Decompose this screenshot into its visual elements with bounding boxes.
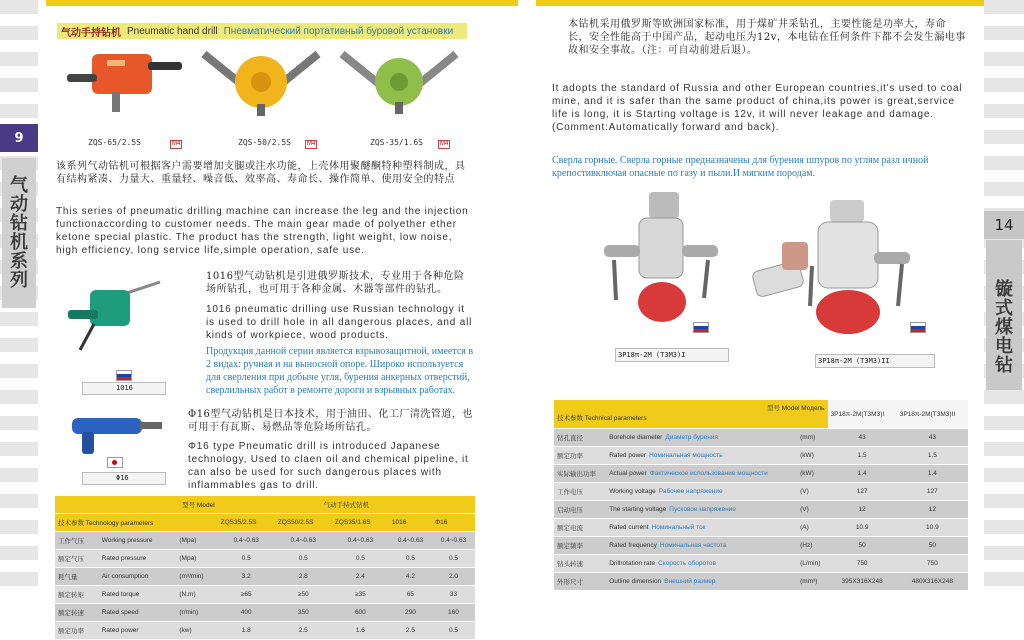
value-cell: 0.4~0.63 xyxy=(218,532,275,550)
param-en: Rated torque xyxy=(99,586,177,604)
table-row xyxy=(55,550,475,568)
model-col: 3P18π-2M(T3M3)II xyxy=(897,400,968,429)
value-cell: 1.6 xyxy=(332,622,389,640)
section-tab-left xyxy=(2,158,36,308)
param-cn: 额定频率 xyxy=(554,537,606,555)
value-cell: 1.4 xyxy=(897,465,968,483)
param-en-ru xyxy=(606,537,797,555)
value-cell: 1.5 xyxy=(897,447,968,465)
value-cell: 350 xyxy=(275,604,332,622)
value-cell: 0.4~0.63 xyxy=(275,532,332,550)
tab-char: 煤 xyxy=(995,317,1013,338)
value-cell: 127 xyxy=(897,483,968,501)
table-row xyxy=(55,568,475,586)
param-label: 技术参数 Technology parameters xyxy=(55,514,218,532)
table-row xyxy=(554,537,968,555)
page-number-left: 9 xyxy=(0,124,38,152)
param-ru: Фактическое использование мощности xyxy=(649,470,768,477)
table-row xyxy=(55,622,475,640)
param-cn: 钻孔直径 xyxy=(554,429,606,447)
header-ru: Пневматический портативный буровой установки xyxy=(223,25,454,37)
param-cn: 额定电流 xyxy=(554,519,606,537)
section-header xyxy=(57,23,467,39)
model-col: ZQS50/2.5S xyxy=(275,514,332,532)
p1016-en: 1016 pneumatic drilling use Russian technology it is used to drill hole in all dangerous places, and all kinds of workpiece, wood products. xyxy=(206,304,473,341)
value-cell: 2.0 xyxy=(432,568,475,586)
value-cell: 2.8 xyxy=(275,568,332,586)
value-cell: 0.5 xyxy=(432,550,475,568)
p1016-cn: 1016型气动钻机是引进俄罗斯技术，专业用于各种危险场所钻孔，也可用于各种金属、木器等部件的钻孔。 xyxy=(206,271,465,295)
table-header-row xyxy=(554,400,968,429)
param-en: Actual power xyxy=(609,470,647,477)
product-image-zqs50 xyxy=(196,44,326,116)
header-en: Pneumatic hand drill xyxy=(127,25,218,37)
param-unit: (mm) xyxy=(797,429,827,447)
model-label: 型号 Model Модель xyxy=(766,405,825,412)
model-col: ZQS35/1.6S xyxy=(332,514,389,532)
top-accent-bar-right xyxy=(536,0,984,6)
model-label: 型号 Model xyxy=(55,496,218,514)
param-cn: 额定转速 xyxy=(55,604,99,622)
table-row xyxy=(554,519,968,537)
value-cell: 3.2 xyxy=(218,568,275,586)
param-cn: 额定气压 xyxy=(55,550,99,568)
param-en: Rated frequency xyxy=(609,542,657,549)
top-accent-bar-left xyxy=(46,0,518,6)
table-row xyxy=(554,447,968,465)
param-label: 技术参数 Technical parameters xyxy=(557,415,647,422)
param-cn: 钻头转速 xyxy=(554,555,606,573)
value-cell: 1.4 xyxy=(828,465,897,483)
product-image-phi16 xyxy=(62,410,172,455)
param-en-ru xyxy=(606,483,797,501)
right-spec-table xyxy=(554,400,968,591)
param-ru: Номинальная мощность xyxy=(649,452,723,459)
param-unit: (kw) xyxy=(176,622,217,640)
value-cell: 10.9 xyxy=(897,519,968,537)
value-cell: 480X316X248 xyxy=(897,573,968,591)
value-cell: 160 xyxy=(432,604,475,622)
param-ru: Рабочее напряжение xyxy=(658,488,723,495)
param-cn: 工作气压 xyxy=(55,532,99,550)
param-en: Rated power xyxy=(99,622,177,640)
table-row xyxy=(554,501,968,519)
tab-char: 动 xyxy=(10,194,28,215)
p1016-ru: Продукция данной серии является взрывозащитной, имеется в 2 видах: ручная и на выносной опоре. Широко используется для сверления при добыче угля, бурения анкерных отверстий, сверлильных работ в ремонте дороги и взрывных работах. xyxy=(206,346,474,396)
product-label: ZQS-50/2.5S xyxy=(238,138,291,147)
russia-flag-icon xyxy=(116,370,132,381)
tab-char: 列 xyxy=(10,270,28,291)
value-cell: 65 xyxy=(389,586,432,604)
left-spec-table xyxy=(55,496,475,640)
value-cell: 750 xyxy=(897,555,968,573)
value-cell: 0.5 xyxy=(389,550,432,568)
value-cell: 2.4 xyxy=(332,568,389,586)
product-label: ZQS-65/2.5S xyxy=(88,138,141,147)
param-unit: (mm³) xyxy=(797,573,827,591)
table-row xyxy=(55,586,475,604)
intro-en: This series of pneumatic drilling machine can increase the leg and the injection functionaccording to customer needs. The main gear made of polyether ether ketone special plastic. The product has the strength, light weight, low noise, high efficiency, long service life,simple operation, safe use. xyxy=(56,206,469,256)
param-en: Working pressure xyxy=(99,532,177,550)
value-cell: 10.9 xyxy=(828,519,897,537)
param-cn: 额定功率 xyxy=(554,447,606,465)
tab-char: 电 xyxy=(995,336,1013,357)
product-image-zqs35 xyxy=(334,44,464,116)
value-cell: 2.5 xyxy=(275,622,332,640)
param-en: Rated speed xyxy=(99,604,177,622)
tab-char: 系 xyxy=(10,251,28,272)
caption-3p18-i: 3P18π-2M (T3M3)I xyxy=(618,351,686,359)
value-cell: 127 xyxy=(828,483,897,501)
param-ru: Внешний размер xyxy=(664,578,716,585)
product-image-3p18-ii xyxy=(752,196,932,344)
exi-mark-badge: M4 xyxy=(440,141,449,147)
right-intro-ru: Сверла горные. Сверла горные предназначены для бурения шпуров по углям разл ичной крепостивключая опасные по газу и пыли.И мягким породам. xyxy=(552,155,929,179)
value-cell: 600 xyxy=(332,604,389,622)
param-unit: (Hz) xyxy=(797,537,827,555)
param-unit: (m³/min) xyxy=(176,568,217,586)
value-cell: 750 xyxy=(828,555,897,573)
tab-char: 式 xyxy=(995,298,1013,319)
param-en: Rated power xyxy=(609,452,647,459)
table-row xyxy=(554,573,968,591)
value-cell: 0.5 xyxy=(432,622,475,640)
table-row xyxy=(554,465,968,483)
page-number-right: 14 xyxy=(984,211,1024,239)
param-cn: 外形尺寸 xyxy=(554,573,606,591)
param-ru: Скорость оборотов xyxy=(658,560,716,567)
param-en-ru xyxy=(606,465,797,483)
model-col: ZQS35/2.5S xyxy=(218,514,275,532)
value-cell: ≥35 xyxy=(332,586,389,604)
value-cell: 33 xyxy=(432,586,475,604)
param-unit: (V) xyxy=(797,483,827,501)
param-en-ru xyxy=(606,519,797,537)
exi-mark-badge: M4 xyxy=(307,141,316,147)
value-cell: 43 xyxy=(897,429,968,447)
value-cell: ≥65 xyxy=(218,586,275,604)
section-tab-right xyxy=(986,240,1022,390)
value-cell: 50 xyxy=(897,537,968,555)
param-cn: 工作电压 xyxy=(554,483,606,501)
param-en: Air consumption xyxy=(99,568,177,586)
value-cell: 1.8 xyxy=(218,622,275,640)
param-en: Rated current xyxy=(609,524,649,531)
tab-char: 机 xyxy=(10,232,28,253)
param-en-ru xyxy=(606,573,797,591)
param-en-ru xyxy=(606,447,797,465)
value-cell: 0.5 xyxy=(275,550,332,568)
value-cell: 50 xyxy=(828,537,897,555)
param-cn: 启动电压 xyxy=(554,501,606,519)
param-en: The starting voltage xyxy=(609,506,667,513)
param-unit: (V) xyxy=(797,501,827,519)
value-cell: 1.5 xyxy=(828,447,897,465)
param-en: Borehole diameter xyxy=(609,434,663,441)
param-en-ru xyxy=(606,555,797,573)
param-cn: 实际输出功率 xyxy=(554,465,606,483)
japan-flag-icon xyxy=(107,457,123,468)
param-unit: (A) xyxy=(797,519,827,537)
param-unit: (kW) xyxy=(797,447,827,465)
value-cell: ≥50 xyxy=(275,586,332,604)
value-cell: 0.4~0.63 xyxy=(432,532,475,550)
caption-3p18-ii: 3P18π-2M (T3M3)II xyxy=(818,357,890,365)
right-intro-cn: 本钻机采用俄罗斯等欧洲国家标准，用于煤矿井采钻孔，主要性能是功率大，寿命长，安全性能高于中国产品，起动电压为12v，本电钻在任何条件下都不会发生漏电事故和安全事故。（注：可自动前进后退）。 xyxy=(568,19,966,56)
param-en-ru xyxy=(606,429,797,447)
model-col: Φ16 xyxy=(432,514,475,532)
value-cell: 290 xyxy=(389,604,432,622)
value-cell: 0.4~0.63 xyxy=(389,532,432,550)
table-row xyxy=(554,555,968,573)
header-cn: 气动手持钻机 xyxy=(61,27,121,39)
value-cell: 4.2 xyxy=(389,568,432,586)
caption-1016: 1016 xyxy=(116,384,133,392)
param-unit: (L/min) xyxy=(797,555,827,573)
model-col: 3P18π-2M(T3M3)I xyxy=(828,400,897,429)
param-en-ru xyxy=(606,501,797,519)
value-cell: 395X316X248 xyxy=(828,573,897,591)
p16-cn: Φ16型气动钻机是日本技术，用于油田、化工厂清洗管道，也可用于有瓦斯、易燃品等危险场所钻孔。 xyxy=(188,409,473,433)
table-row xyxy=(554,429,968,447)
table-header-cell xyxy=(554,400,828,429)
value-cell: 2.5 xyxy=(389,622,432,640)
intro-cn: 该系列气动钻机可根据客户需要增加支腿或注水功能，上壳体用聚醚酮特种塑料制成，具有结构紧凑、力量大、重量轻、噪音低、效率高、寿命长、操作简单、使用安全的特点 xyxy=(56,161,466,185)
russia-flag-icon xyxy=(693,322,709,333)
product-label: ZQS-35/1.6S xyxy=(370,138,423,147)
param-unit: (Mpa) xyxy=(176,532,217,550)
param-cn: 额定转矩 xyxy=(55,586,99,604)
param-en: Drillrotation rate xyxy=(609,560,656,567)
param-ru: Диаметр бурения xyxy=(665,434,718,441)
value-cell: 12 xyxy=(828,501,897,519)
table-row xyxy=(55,604,475,622)
value-cell: 43 xyxy=(828,429,897,447)
param-ru: Номинальный ток xyxy=(651,524,706,531)
table-row xyxy=(55,532,475,550)
table-header-row xyxy=(55,496,475,514)
table-header-row xyxy=(55,514,475,532)
group-label: 气动手持式钻机 xyxy=(218,496,475,514)
tab-char: 钻 xyxy=(10,213,28,234)
value-cell: 0.4~0.63 xyxy=(332,532,389,550)
product-image-1016 xyxy=(60,272,170,352)
exi-mark-badge: M4 xyxy=(172,141,181,147)
value-cell: 0.5 xyxy=(218,550,275,568)
param-en: Outline dimension xyxy=(609,578,662,585)
tab-char: 气 xyxy=(10,175,28,196)
param-unit: (r/min) xyxy=(176,604,217,622)
table-row xyxy=(554,483,968,501)
param-ru: Номинальная частота xyxy=(659,542,727,549)
param-cn: 额定功率 xyxy=(55,622,99,640)
tab-char: 钻 xyxy=(995,355,1013,376)
param-en: Rated pressure xyxy=(99,550,177,568)
model-col: 1016 xyxy=(389,514,432,532)
param-unit: (Mpa) xyxy=(176,550,217,568)
tab-char: 镟 xyxy=(995,279,1013,300)
value-cell: 12 xyxy=(897,501,968,519)
product-image-zqs65 xyxy=(62,44,192,116)
param-ru: Пусковое напряжение xyxy=(669,506,736,513)
value-cell: 400 xyxy=(218,604,275,622)
param-unit: (kW) xyxy=(797,465,827,483)
param-en: Working voltage xyxy=(609,488,656,495)
caption-phi16: Φ16 xyxy=(116,474,129,482)
param-unit: (N.m) xyxy=(176,586,217,604)
product-image-3p18-i xyxy=(594,190,724,340)
p16-en: Φ16 type Pneumatic drill is introduced Japanese technology, Used to claen oil and chemical pipeline, it can also be used for such dangerous places with inflammables gas to drill. xyxy=(188,441,469,491)
value-cell: 0.5 xyxy=(332,550,389,568)
russia-flag-icon xyxy=(910,322,926,333)
param-cn: 耗气量 xyxy=(55,568,99,586)
right-intro-en: It adopts the standard of Russia and other European countries,it's used to coal mine, and it is safer than the same product of china,its power is great,service life is long, it is Starting voltage is 12v, it will never leakage and damage.(Comment:Automatically forward and back). xyxy=(552,83,963,133)
